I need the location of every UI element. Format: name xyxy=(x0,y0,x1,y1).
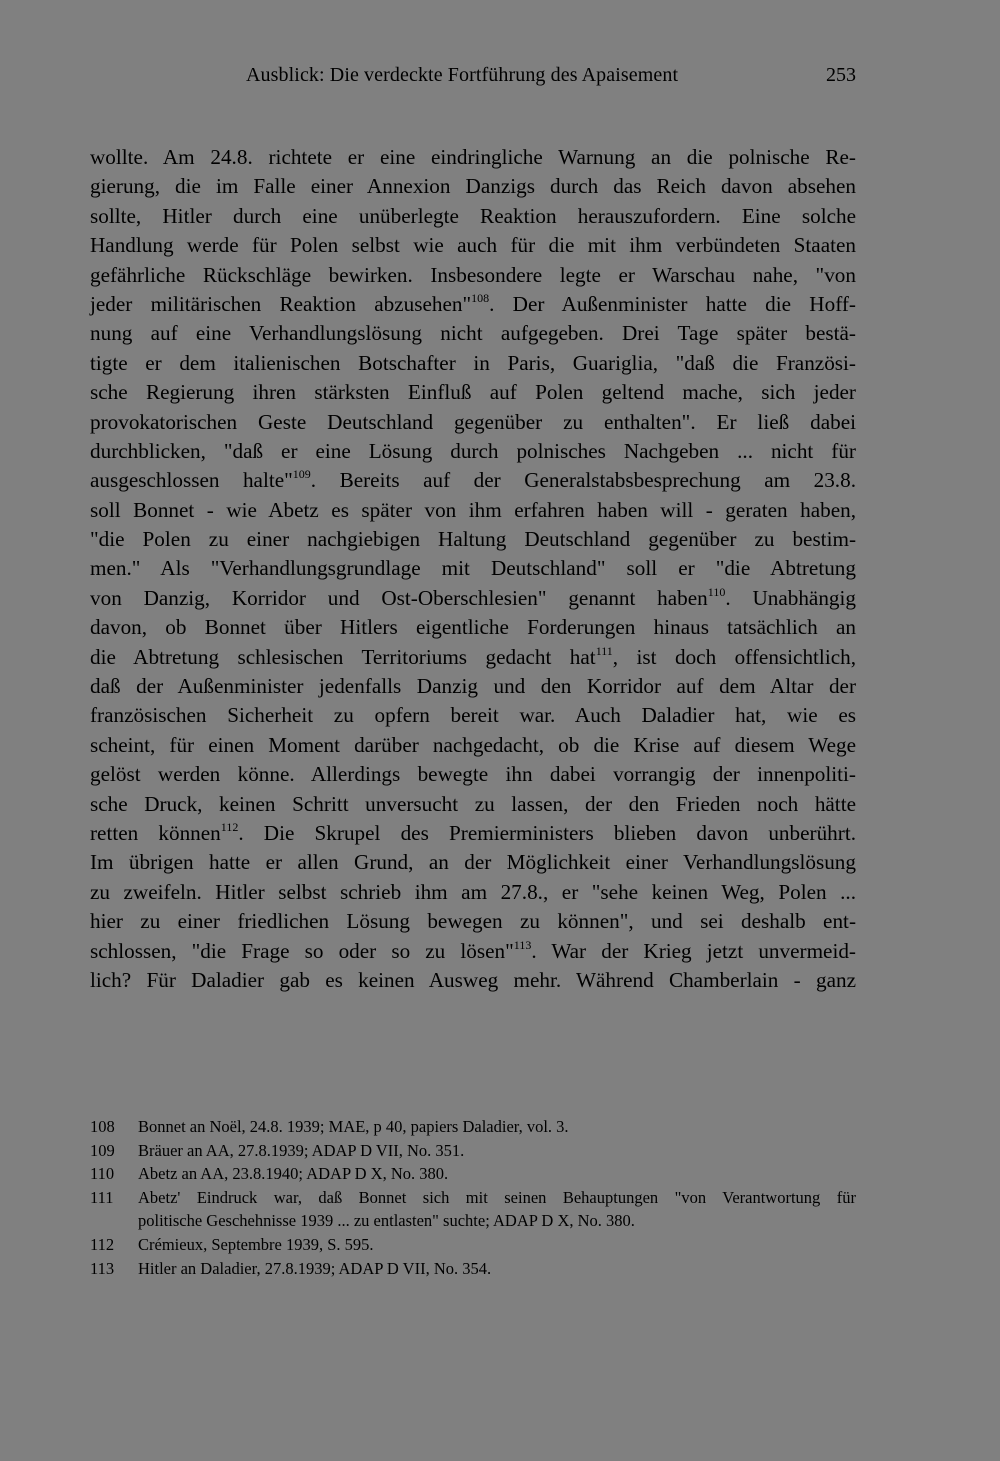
footnote-number: 112 xyxy=(90,1234,115,1254)
body-text-segment: Im übrigen hatte er allen Grund, an der Möglichkeit einer Verhandlungslösung xyxy=(90,850,856,875)
body-text-segment: scheint, für einen Moment darüber nachgedacht, ob die Krise auf diesem Wege xyxy=(90,732,856,757)
body-text-segment: retten können xyxy=(90,820,221,845)
body-text-segment: . Bereits auf der Generalstabsbesprechung am 23.8. xyxy=(310,468,856,493)
body-line xyxy=(90,760,856,789)
body-text-segment: . Unabhängig xyxy=(725,585,856,610)
body-line xyxy=(90,319,856,348)
body-text-segment: soll Bonnet - wie Abetz es später von ihm erfahren haben will - geraten haben, xyxy=(90,497,856,522)
body-line xyxy=(90,554,856,583)
body-line xyxy=(90,731,856,760)
body-line xyxy=(90,466,856,495)
body-line xyxy=(90,143,856,172)
footnote-item xyxy=(90,1115,856,1139)
footnote-text: Bräuer an AA, 27.8.1939; ADAP D VII, No. 351. xyxy=(138,1140,465,1160)
body-text-segment: zu zweifeln. Hitler selbst schrieb ihm am 27.8., er "sehe keinen Weg, Polen ... xyxy=(90,879,856,904)
body-line xyxy=(90,437,856,466)
body-text-segment: die Abtretung schlesischen Territoriums gedacht hat xyxy=(90,644,596,669)
body-text-segment: sche Druck, keinen Schritt unversucht zu lassen, der den Frieden noch hätte xyxy=(90,791,856,816)
footnotes xyxy=(90,1115,856,1280)
running-head: Ausblick: Die verdeckte Fortführung des Apaisement xyxy=(246,64,679,86)
body-line xyxy=(90,290,856,319)
body-text-segment: nung auf eine Verhandlungslösung nicht aufgegeben. Drei Tage später bestä- xyxy=(90,321,856,346)
body-text-segment: gierung, die im Falle einer Annexion Danzigs durch das Reich davon absehen xyxy=(90,174,856,199)
body-text-segment: schlossen, "die Frage so oder so zu lösen" xyxy=(90,938,514,963)
body-text-segment: daß der Außenminister jedenfalls Danzig und den Korridor auf dem Altar der xyxy=(90,674,856,699)
body-text-segment: . Die Skrupel des Premierministers blieben davon unberührt. xyxy=(238,820,856,845)
body-text-segment: französischen Sicherheit zu opfern bereit war. Auch Daladier hat, wie es xyxy=(90,703,856,728)
body-text-segment: hier zu einer friedlichen Lösung bewegen zu können", und sei deshalb ent- xyxy=(90,909,856,934)
body-line xyxy=(90,907,856,936)
footnote-marker: 113 xyxy=(513,937,532,952)
body-line xyxy=(90,643,856,672)
body-line xyxy=(90,848,856,877)
body-text-segment: tigte er dem italienischen Botschafter in Paris, Guariglia, "daß die Französi- xyxy=(90,350,856,375)
body-line xyxy=(90,349,856,378)
body-line xyxy=(90,613,856,642)
body-line xyxy=(90,819,856,848)
body-text-segment: lich? Für Daladier gab es keinen Ausweg mehr. Während Chamberlain - ganz xyxy=(90,967,856,992)
body-text xyxy=(90,143,856,995)
body-line xyxy=(90,672,856,701)
body-line xyxy=(90,261,856,290)
footnote-text: Crémieux, Septembre 1939, S. 595. xyxy=(138,1234,374,1254)
footnote-text: Hitler an Daladier, 27.8.1939; ADAP D VII, No. 354. xyxy=(138,1258,492,1278)
body-text-segment: . Der Außenminister hatte die Hoff- xyxy=(489,291,856,316)
body-text-segment: wollte. Am 24.8. richtete er eine eindringliche Warnung an die polnische Re- xyxy=(90,145,856,169)
body-line xyxy=(90,172,856,201)
body-text-segment: "die Polen zu einer nachgiebigen Haltung Deutschland gegenüber zu bestim- xyxy=(90,527,856,552)
body-text-segment: sollte, Hitler durch eine unüberlegte Reaktion herauszufordern. Eine solche xyxy=(90,203,856,228)
footnote-item xyxy=(90,1162,856,1186)
footnote-text: Bonnet an Noël, 24.8. 1939; MAE, p 40, papiers Daladier, vol. 3. xyxy=(138,1117,569,1136)
body-text-segment: gelöst werden könne. Allerdings bewegte ihn dabei vorrangig der innenpoliti- xyxy=(90,762,856,787)
footnote-marker: 110 xyxy=(707,584,726,599)
body-text-segment: men." Als "Verhandlungsgrundlage mit Deutschland" soll er "die Abtretung xyxy=(90,556,856,581)
body-text-segment: ausgeschlossen halte" xyxy=(90,468,293,493)
body-line xyxy=(90,878,856,907)
body-text-segment: . War der Krieg jetzt unvermeid- xyxy=(531,938,856,963)
footnote-number: 108 xyxy=(90,1117,115,1136)
body-line xyxy=(90,790,856,819)
body-line xyxy=(90,525,856,554)
body-text-segment: sche Regierung ihren stärksten Einfluß auf Polen geltend mache, sich jeder xyxy=(90,380,856,405)
body-line xyxy=(90,701,856,730)
footnote-marker: 109 xyxy=(292,467,311,482)
body-text-segment: davon, ob Bonnet über Hitlers eigentliche Forderungen hinaus tatsächlich an xyxy=(90,615,856,640)
body-text-segment: von Danzig, Korridor und Ost-Oberschlesien" genannt haben xyxy=(90,585,708,610)
footnote-number: 111 xyxy=(90,1187,114,1207)
footnote-marker: 111 xyxy=(595,643,613,658)
footnote-text: Abetz' Eindruck war, daß Bonnet sich mit seinen Behauptungen "von Verantwortung für xyxy=(138,1187,856,1207)
body-text-segment: jeder militärischen Reaktion abzusehen" xyxy=(90,291,472,316)
footnote-item xyxy=(90,1233,856,1257)
footnote-number: 113 xyxy=(90,1258,115,1278)
body-text-segment: gefährliche Rückschläge bewirken. Insbesondere legte er Warschau nahe, "von xyxy=(90,262,856,287)
body-line xyxy=(90,496,856,525)
body-line xyxy=(90,202,856,231)
footnote-number: 110 xyxy=(90,1164,115,1184)
footnote-text: Abetz an AA, 23.8.1940; ADAP D X, No. 380. xyxy=(138,1164,449,1184)
footnote-marker: 112 xyxy=(220,819,239,834)
footnote-item xyxy=(90,1257,856,1281)
body-text-segment: , ist doch offensichtlich, xyxy=(612,644,856,669)
body-line xyxy=(90,408,856,437)
body-line xyxy=(90,937,856,966)
footnote-marker: 108 xyxy=(471,290,490,305)
footnote-text-continued: politische Geschehnisse 1939 ... zu entlasten" suchte; ADAP D X, No. 380. xyxy=(138,1211,635,1231)
body-text-segment: durchblicken, "daß er eine Lösung durch polnisches Nachgeben ... nicht für xyxy=(90,438,856,463)
body-line xyxy=(90,966,856,995)
body-line xyxy=(90,584,856,613)
body-text-segment: Handlung werde für Polen selbst wie auch für die mit ihm verbündeten Staaten xyxy=(90,233,856,258)
body-line xyxy=(90,231,856,260)
body-line xyxy=(90,378,856,407)
footnote-item xyxy=(90,1139,856,1163)
footnote-number: 109 xyxy=(90,1140,115,1160)
body-text-segment: provokatorischen Geste Deutschland gegenüber zu enthalten". Er ließ dabei xyxy=(90,409,856,434)
page-number: 253 xyxy=(826,64,856,86)
footnote-item xyxy=(90,1186,856,1233)
